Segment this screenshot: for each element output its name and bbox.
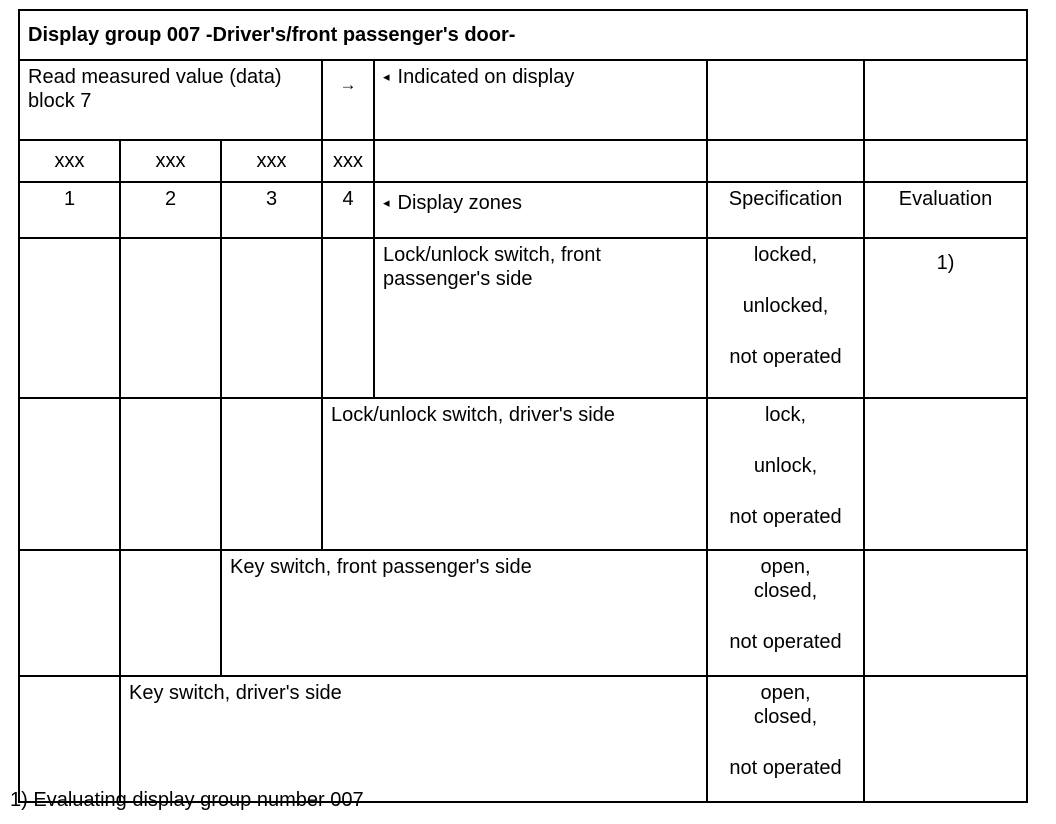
display-group-table: [18, 9, 1028, 803]
empty-cell: [864, 140, 1027, 182]
spec-value: unlock,: [753, 455, 818, 477]
zone-number-2: 2: [120, 182, 221, 238]
display-zones-label: [374, 182, 707, 238]
zone-number-4: 4: [322, 182, 374, 238]
spec-value: not operated: [729, 346, 842, 368]
empty-cell: [864, 550, 1027, 676]
zone-number-1: 1: [19, 182, 120, 238]
empty-cell: [707, 60, 864, 140]
row-specification: [707, 398, 864, 550]
spec-value: open,: [760, 682, 811, 704]
empty-cell: [120, 398, 221, 550]
spec-value: closed,: [753, 580, 818, 602]
spec-value: open,: [760, 556, 811, 578]
left-triangle-icon: ◂: [383, 195, 390, 210]
placeholder-zone-3: xxx: [221, 140, 322, 182]
empty-cell: [221, 238, 322, 398]
row-label: Lock/unlock switch, front passenger's side: [374, 238, 707, 398]
table-title: Display group 007 -Driver's/front passenger's door-: [19, 10, 1027, 60]
spec-value: not operated: [729, 757, 842, 779]
row-specification: [707, 676, 864, 802]
spec-value: closed,: [753, 706, 818, 728]
footnote-marker: 1): [10, 789, 28, 811]
empty-cell: [707, 140, 864, 182]
empty-cell: [19, 676, 120, 802]
row-label: Lock/unlock switch, driver's side: [322, 398, 707, 550]
specification-header: Specification: [707, 182, 864, 238]
read-block-label: Read measured value (data) block 7: [19, 60, 322, 140]
evaluation-header: Evaluation: [864, 182, 1027, 238]
spec-value: not operated: [729, 631, 842, 653]
display-zones-text: Display zones: [397, 192, 523, 214]
empty-cell: [19, 238, 120, 398]
empty-cell: [120, 550, 221, 676]
empty-cell: [19, 550, 120, 676]
empty-cell: [864, 60, 1027, 140]
placeholder-zone-2: xxx: [120, 140, 221, 182]
empty-cell: [864, 398, 1027, 550]
spec-value: unlocked,: [742, 295, 829, 317]
row-label: Key switch, driver's side: [120, 676, 707, 802]
footnote-text: Evaluating display group number 007: [33, 789, 364, 811]
spec-value: lock,: [764, 404, 807, 426]
empty-cell: [374, 140, 707, 182]
left-triangle-icon: ◂: [383, 69, 390, 84]
spec-value: not operated: [729, 506, 842, 528]
placeholder-zone-1: xxx: [19, 140, 120, 182]
zone-number-3: 3: [221, 182, 322, 238]
empty-cell: [864, 676, 1027, 802]
spec-value: locked,: [753, 244, 818, 266]
empty-cell: [322, 238, 374, 398]
empty-cell: [221, 398, 322, 550]
row-specification: [707, 238, 864, 398]
arrow-right-icon: →: [322, 60, 374, 140]
indicated-on-display-label: [374, 60, 707, 140]
placeholder-zone-4: xxx: [322, 140, 374, 182]
empty-cell: [120, 238, 221, 398]
row-specification: [707, 550, 864, 676]
indicated-text: Indicated on display: [397, 66, 575, 88]
footnote-reference: 1): [864, 238, 1027, 398]
footnote: [10, 789, 364, 812]
empty-cell: [19, 398, 120, 550]
row-label: Key switch, front passenger's side: [221, 550, 707, 676]
